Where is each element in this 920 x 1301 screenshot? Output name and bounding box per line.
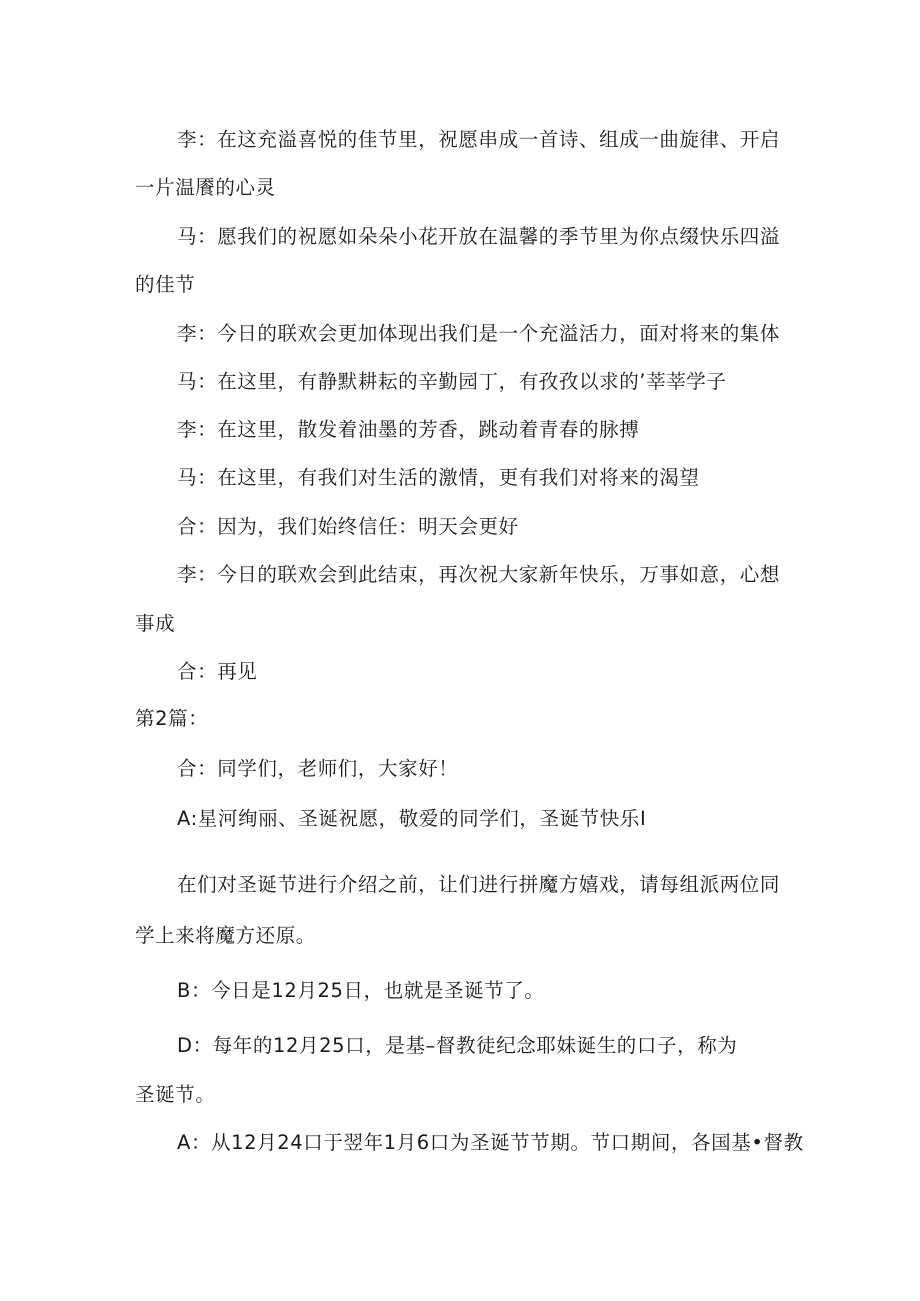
text-line: 李：今日的联欢会更加体现出我们是一个充溢活力，面对将来的集体 <box>177 322 781 345</box>
text-line: 在们对圣诞节进行介绍之前，让们进行拼魔方嬉戏，请每组派两位同 <box>177 873 781 896</box>
text-line: 李：在这充溢喜悦的佳节里，祝愿串成一首诗、组成一曲旋律、开启 <box>177 128 781 151</box>
text-line: D：每年的12月25口，是基–督教徒纪念耶妹诞生的口子，称为 <box>177 1034 738 1057</box>
text-line: 合：再见 <box>177 660 258 683</box>
text-line: A：从12月24口于翌年1月6口为圣诞节节期。节口期间，各国基•督教 <box>177 1131 804 1154</box>
text-line: 马：在这里，有我们对生活的激情，更有我们对将来的渴望 <box>177 466 700 489</box>
text-line: B：今日是12月25日，也就是圣诞节了。 <box>177 979 545 1002</box>
text-line: 的佳节 <box>135 273 196 296</box>
section-heading: 第2篇： <box>135 707 209 730</box>
text-line: 马：在这里，有静默耕耘的辛勤园丁，有孜孜以求的’莘莘学子 <box>177 370 727 393</box>
text-line: 李：今日的联欢会到此结束，再次祝大家新年快乐，万事如意，心想 <box>177 563 781 586</box>
text-line: 事成 <box>135 612 176 635</box>
text-line: 合：同学们，老师们，大家好！ <box>177 757 459 780</box>
text-line: 合：因为，我们始终信任：明天会更好 <box>177 515 519 538</box>
text-line: 一片温餍的心灵 <box>135 176 276 199</box>
text-line: 学上来将魔方还原。 <box>135 924 316 947</box>
text-line: 马：愿我们的祝愿如朵朵小花开放在温馨的季节里为你点缀快乐四溢 <box>177 225 781 248</box>
text-line: A:星河绚丽、圣诞祝愿，敬爱的同学们，圣诞节快乐I <box>177 807 647 830</box>
text-line: 李：在这里，散发着油墨的芳香，跳动着青春的脉搏 <box>177 418 640 441</box>
text-line: 圣诞节。 <box>135 1083 216 1106</box>
